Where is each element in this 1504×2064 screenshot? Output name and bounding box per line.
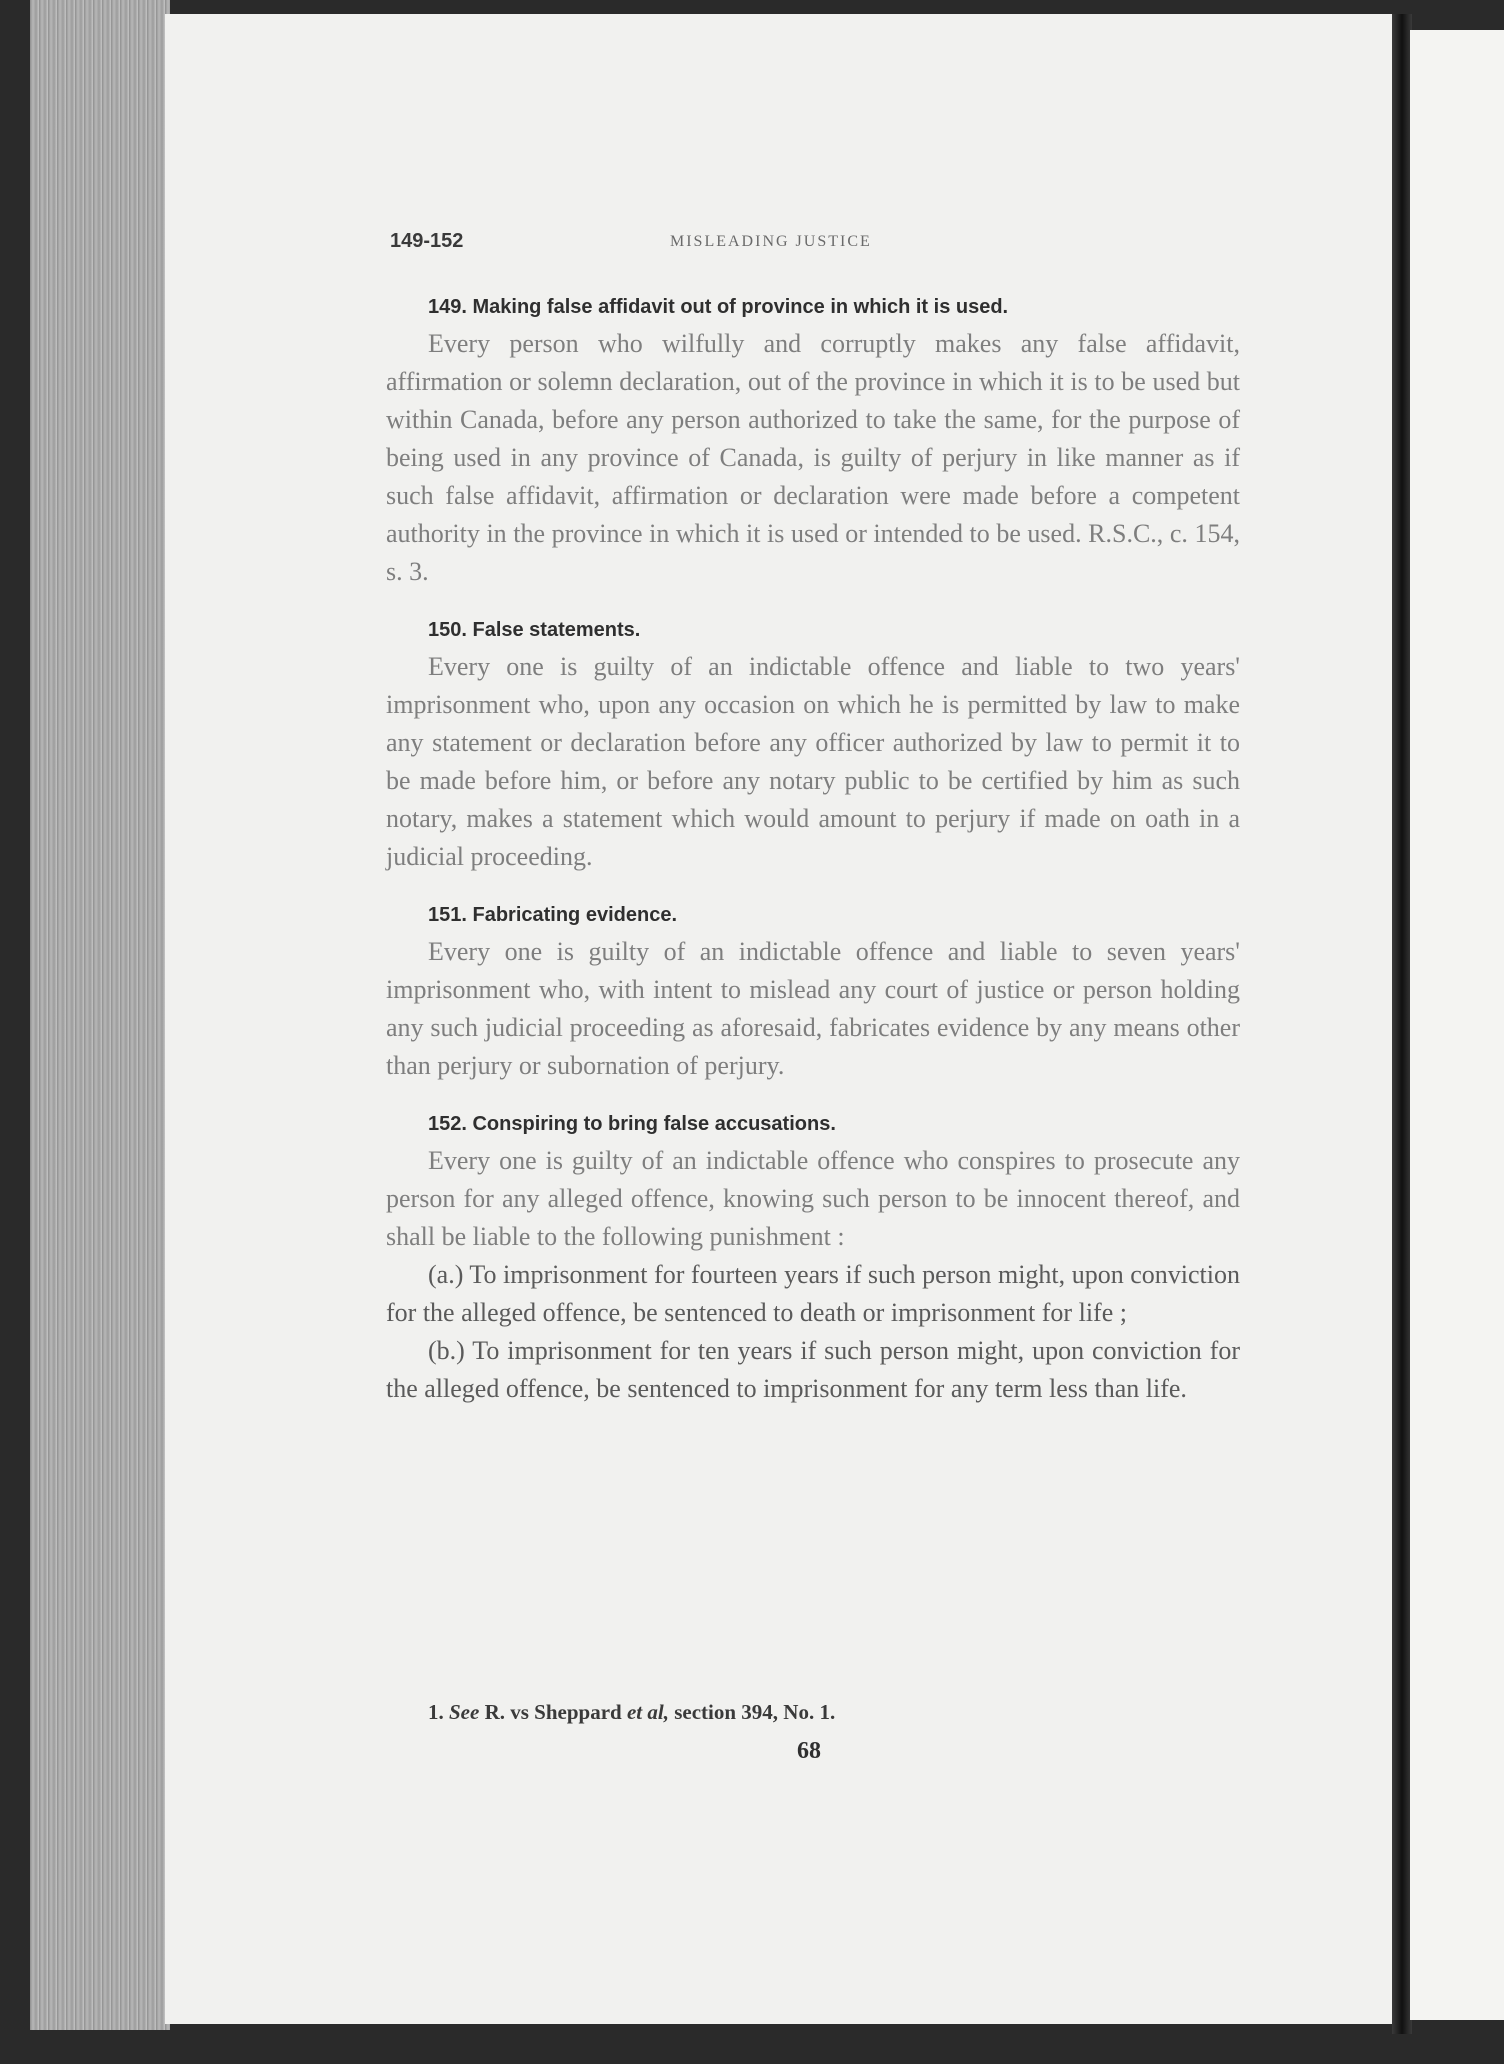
section-paragraph: Every one is guilty of an indictable offence and liable to seven years' imprisonment who, with intent to mislead any court of justice or person holding any such judicial proceeding as aforesaid, fabricates evidence by any means other than perjury or subornation of perjury. [386,937,1240,1080]
page-number: 68 [797,1738,821,1764]
section-149 [386,296,1240,591]
section-heading: 150. False statements. [428,619,641,641]
footnote-et-al: et al, [626,1700,669,1724]
footnote-see: See [449,1700,480,1724]
facing-page-edge [1410,30,1504,2020]
section-152 [386,1113,1240,1408]
book-spine [1392,14,1412,2034]
footnote [428,1700,835,1725]
footnote-case: R. vs Sheppard [484,1700,622,1724]
section-paragraph: Every person who wilfully and corruptly makes any false affidavit, affirmation or solemn declaration, out of the province in which it is to be used but within Canada, before any person authorized to take the same, for the purpose of being used in any province of Canada, is guilty of perjury in like manner as if such false affidavit, affirmation or declaration were made before a competent authority in the province in which it is used or intended to be used. R.S.C., c. 154, s. 3. [386,329,1240,586]
section-heading: 152. Conspiring to bring false accusations. [428,1113,836,1135]
section-heading: 151. Fabricating evidence. [428,904,677,926]
body-text [386,296,1240,1436]
section-paragraph: Every one is guilty of an indictable offence and liable to two years' imprisonment who, upon any occasion on which he is permitted by law to make any statement or declaration before any officer authorized by law to permit it to be made before him, or before any notary public to be certified by him as such notary, makes a statement which would amount to perjury if made on oath in a judicial proceeding. [386,652,1240,871]
section-paragraph: Every one is guilty of an indictable offence who conspires to prosecute any person for any alleged offence, knowing such person to be innocent thereof, and shall be liable to the following punishment : [386,1146,1240,1251]
section-clause-b: (b.) To imprisonment for ten years if such person might, upon conviction for the alleged offence, be sentenced to imprisonment for any term less than life. [386,1336,1240,1403]
section-heading: 149. Making false affidavit out of province in which it is used. [428,296,1009,318]
footnote-reference: section 394, No. 1. [674,1700,836,1724]
running-title: MISLEADING JUSTICE [670,233,872,250]
footnote-number: 1. [428,1700,444,1724]
page-header [390,230,1240,260]
section-range: 149-152 [390,230,464,252]
book-page-edges [30,0,170,2030]
section-150 [386,619,1240,876]
section-151 [386,904,1240,1085]
section-clause-a: (a.) To imprisonment for fourteen years if such person might, upon conviction for the alleged offence, be sentenced to death or imprisonment for life ; [386,1260,1240,1327]
